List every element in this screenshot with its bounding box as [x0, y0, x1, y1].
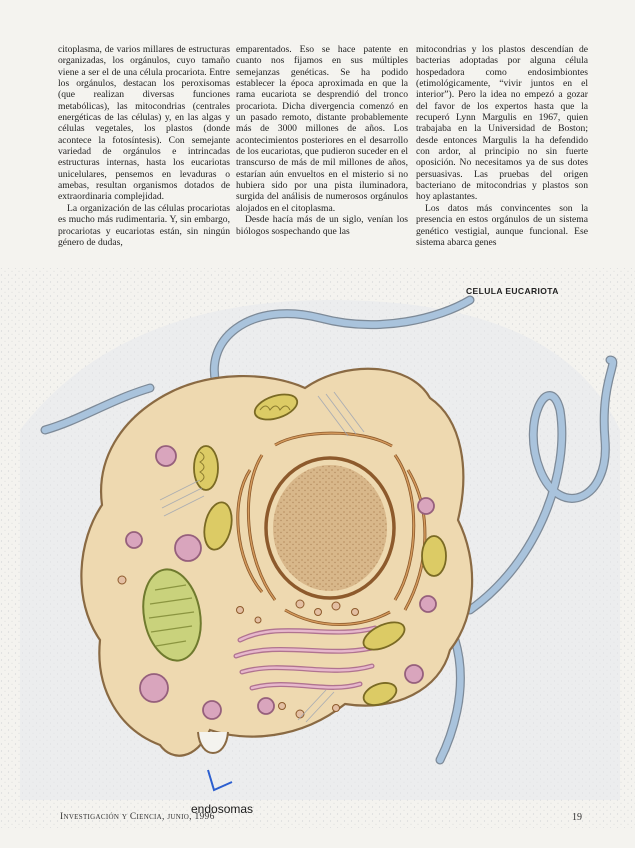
vesicle [175, 535, 201, 561]
vesicle [405, 665, 423, 683]
paragraph: citoplasma, de varios millares de estructuras organizadas, los orgánulos, cuyo tamaño viene a ser el de una célula procariota. Entre los orgánulos, destacan los peroxisomas (que realizan diversas funciones metabólicas), las mitocondrias (centrales energéticas de las células) y, en las algas y células vegetales, los plastos (donde acontece la fotosíntesis). Con semejante variedad de orgánulos e intrincadas estructuras internas, hasta los eucariotas unicelulares, pensemos en levaduras o amebas, resultan organismos dotados de extraordinaria complejidad. [58, 44, 230, 203]
mitochondrion [194, 446, 218, 490]
figure-title: CELULA EUCARIOTA [466, 286, 559, 296]
nucleoplasm-texture [273, 465, 387, 591]
vesicle [140, 674, 168, 702]
paragraph: Los datos más convincentes son la presencia en estos orgánulos de un sistema genético vestigial, aunque funcional. Ese sistema abarca genes [416, 202, 588, 248]
vesicle [156, 446, 176, 466]
vesicle [126, 532, 142, 548]
endosome-label: endosomas [191, 802, 254, 816]
eukaryotic-cell-illustration [0, 268, 635, 828]
mitochondrion [422, 536, 446, 576]
vesicle [418, 498, 434, 514]
text-column-2 [236, 44, 408, 237]
text-column-1 [58, 44, 230, 248]
paragraph: La organización de las células procariotas es mucho más rudimentaria. Y, sin embargo, procariotas y eucariotas están, sin ningún género de dudas, [58, 202, 230, 248]
paragraph: Desde hacía más de un siglo, venían los biólogos sospechando que las [236, 214, 408, 237]
vesicle [203, 701, 221, 719]
paragraph: mitocondrias y los plastos descendían de bacterias adoptadas por alguna célula hospedadora como endosimbiontes (etimológicamente, “vivir juntos en el interior”). Pero la idea no empezó a gozar del favor de los expertos hasta que la recuperó Lynn Margulis en 1967, quien trabajaba en la Universidad de Boston; desde entonces Margulis la ha defendido con ardor, al principio no sin fuerte oposición. No necesitamos ya de sus dotes persuasivas. Las pruebas del origen bacteriano de mitocondrias y plastos son hoy aplastantes. [416, 44, 588, 203]
paragraph: emparentados. Eso se hace patente en cuanto nos fijamos en sus múltiples semejanzas genéticas. Se ha podido establecer la época aproximada en que la rama eucariota se desprendió del tronco procariota. Dicha divergencia comenzó en un pasado remoto, distante probablemente más de 3000 millones de años. Los acontecimientos posteriores en el desarrollo de los eucariotas, que pudieron suceder en el transcurso de más de mil millones de años, estarían aún envueltos en el misterio si no hubiera sido por una pista iluminadora, surgida del análisis de numerosos orgánulos alojados en el citoplasma. [236, 44, 408, 214]
footer-citation: Investigación y Ciencia, junio, 1996 [60, 812, 215, 822]
text-column-3 [416, 44, 588, 248]
vesicle [420, 596, 436, 612]
page-number: 19 [572, 812, 582, 823]
vesicle [258, 698, 274, 714]
